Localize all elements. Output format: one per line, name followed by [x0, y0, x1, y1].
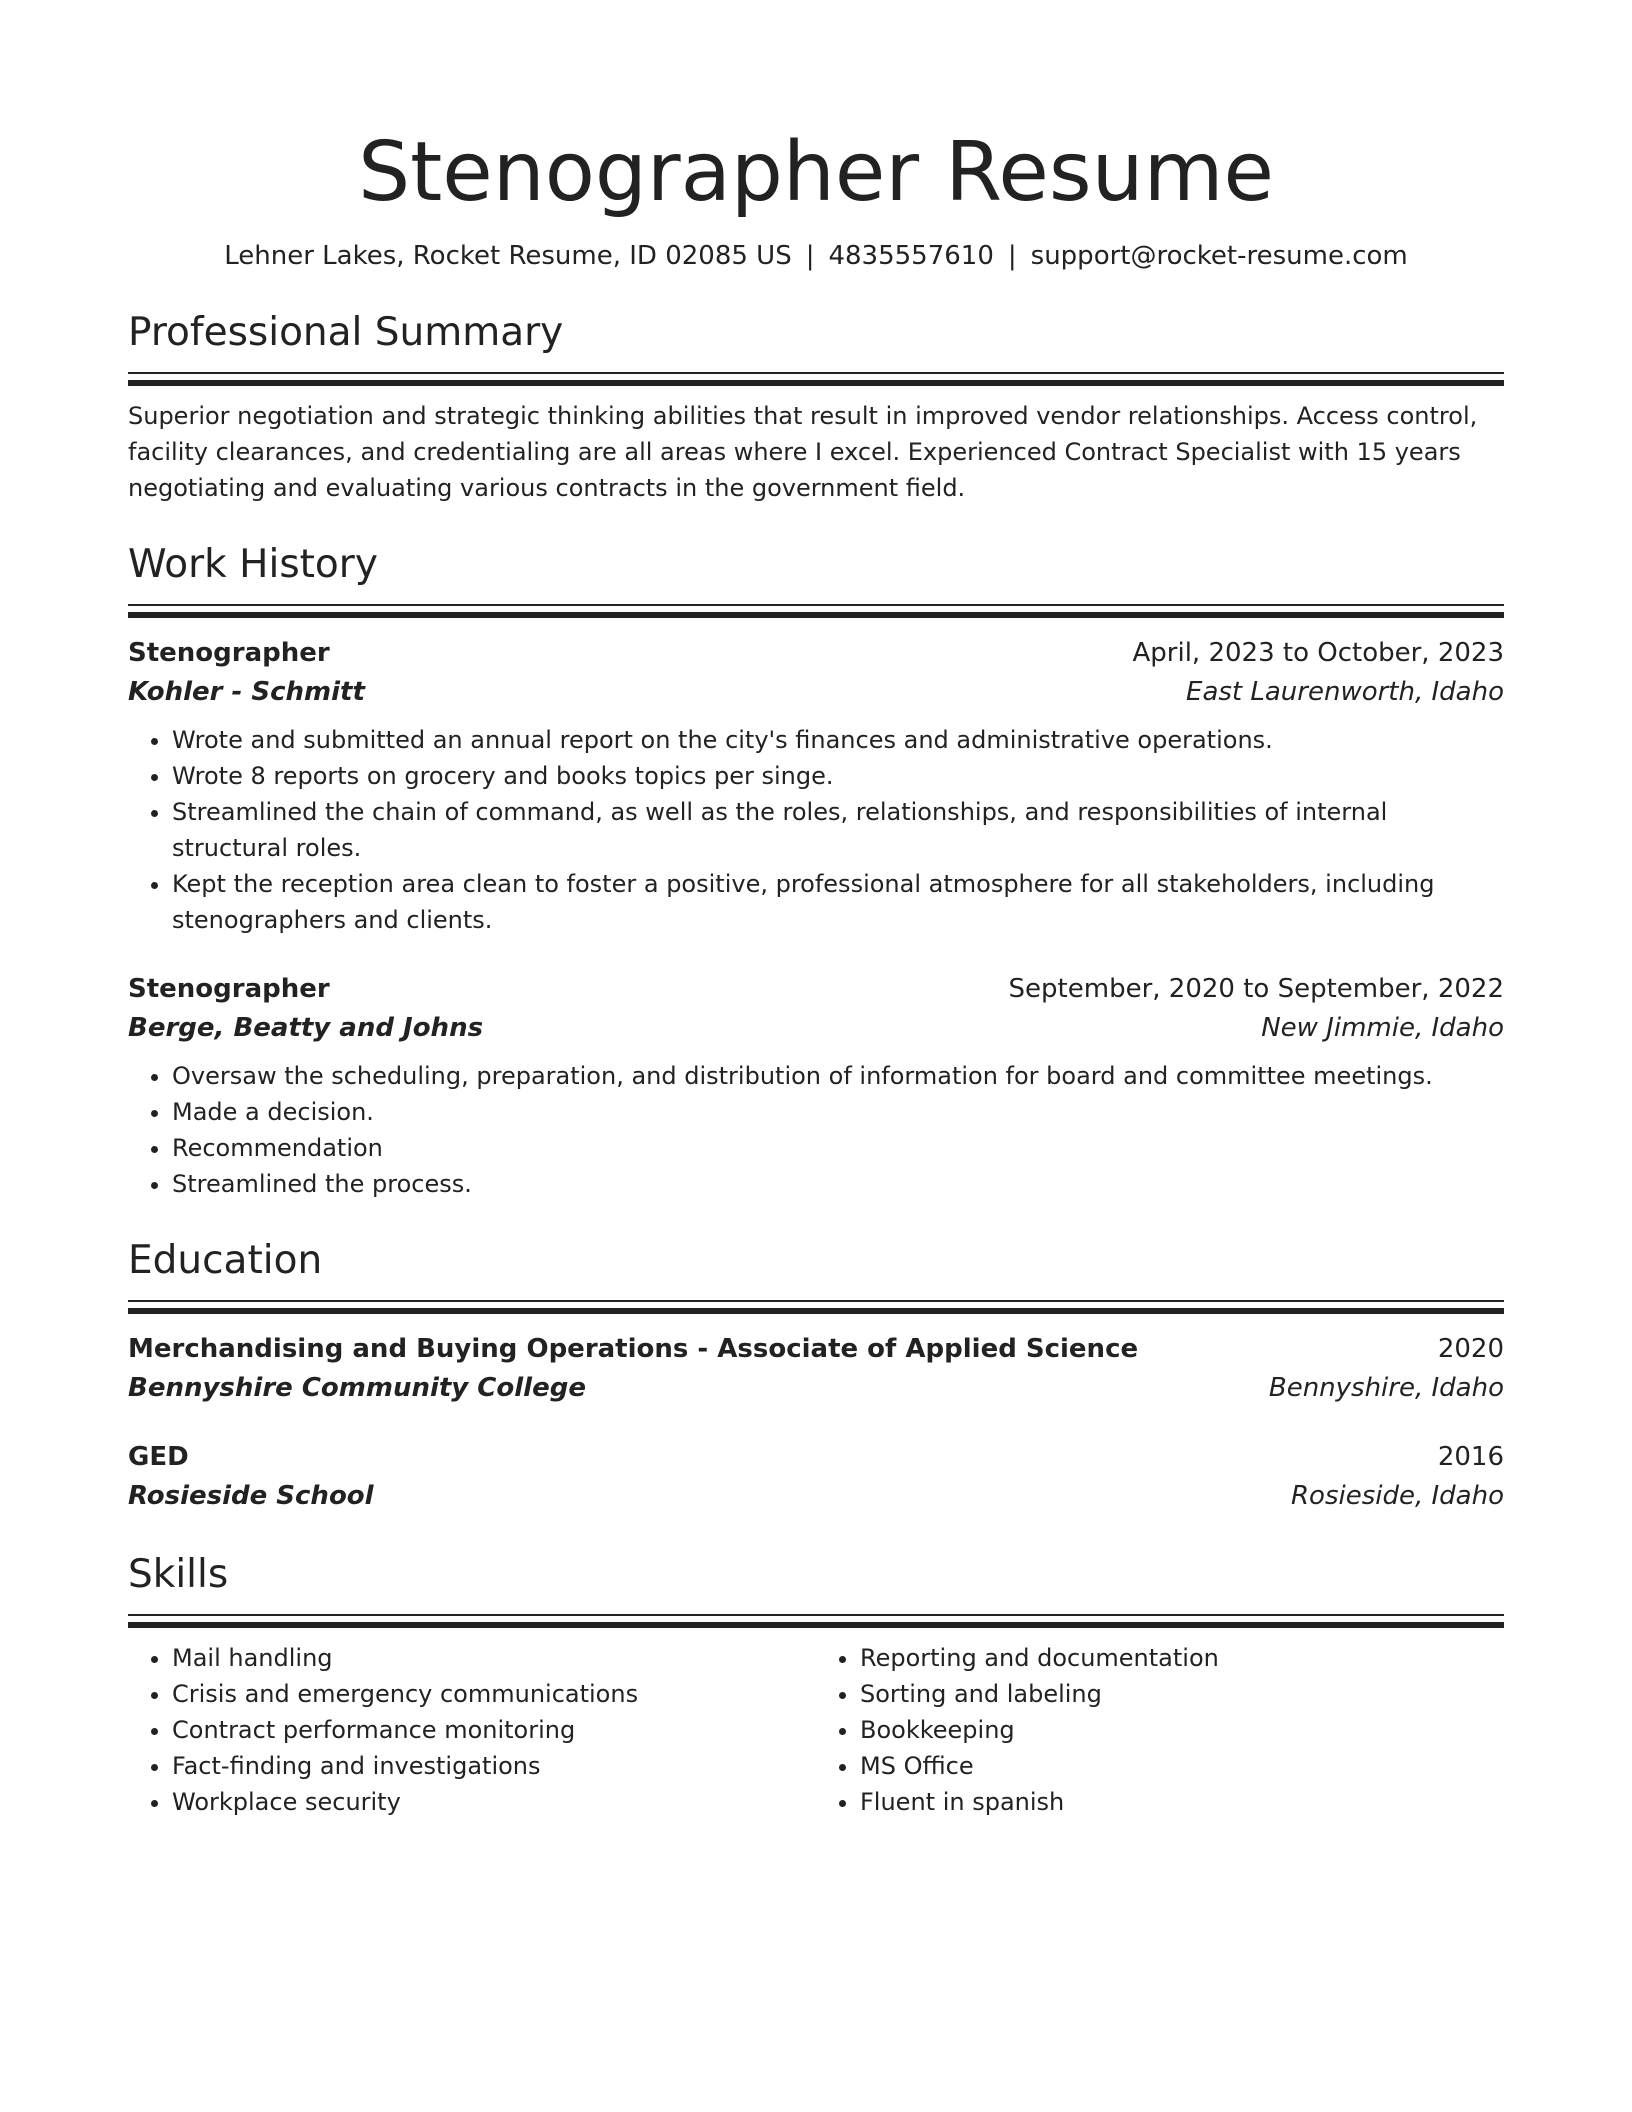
section-title-skills: Skills — [128, 1552, 229, 1597]
job-location: East Laurenworth, Idaho — [1186, 677, 1504, 707]
skill-item: • Sorting and labeling — [860, 1676, 1504, 1712]
job-bullet: • Made a decision. — [172, 1094, 1504, 1130]
skill-item: • Fact-finding and investigations — [172, 1748, 816, 1784]
job-bullet: • Recommendation — [172, 1130, 1504, 1166]
job-bullet: • Oversaw the scheduling, preparation, and distribution of information for board and committee meetings. — [172, 1058, 1504, 1094]
job-bullet-list — [128, 722, 1504, 938]
skill-item: • Reporting and documentation — [860, 1640, 1504, 1676]
job-bullet: • Streamlined the chain of command, as well as the roles, relationships, and responsibilities of internal structural roles. — [172, 794, 1504, 866]
education-school-row — [128, 1476, 1504, 1516]
education-location: Rosieside, Idaho — [1290, 1481, 1504, 1511]
resume-title: Stenographer Resume — [358, 125, 1274, 220]
skill-item: • Fluent in spanish — [860, 1784, 1504, 1820]
education-entry — [128, 1438, 1504, 1516]
contact-address: Lehner Lakes, Rocket Resume, ID 02085 US — [224, 241, 792, 271]
section-title-work-history: Work History — [128, 542, 378, 587]
job-bullet: • Streamlined the process. — [172, 1166, 1504, 1202]
skill-item: • Bookkeeping — [860, 1712, 1504, 1748]
job-entry — [128, 634, 1504, 938]
job-bullet: • Kept the reception area clean to foster a positive, professional atmosphere for all stakeholders, including stenographers and clients. — [172, 866, 1504, 938]
job-role: Stenographer — [128, 638, 330, 668]
skills-section — [128, 1550, 1504, 1820]
education-degree: GED — [128, 1442, 189, 1472]
education-header-row — [128, 1438, 1504, 1476]
skill-item: • Crisis and emergency communications — [172, 1676, 816, 1712]
contact-separator: | — [1007, 241, 1017, 271]
job-entry — [128, 970, 1504, 1202]
contact-line — [128, 238, 1504, 274]
work-history-section — [128, 540, 1504, 1202]
skills-list-left — [128, 1640, 816, 1820]
contact-separator: | — [805, 241, 815, 271]
contact-phone: 4835557610 — [828, 241, 994, 271]
job-bullet-list — [128, 1058, 1504, 1202]
summary-section — [128, 308, 1504, 506]
education-year: 2020 — [1437, 1334, 1504, 1364]
job-header-row — [128, 634, 1504, 672]
job-company: Berge, Beatty and Johns — [128, 1013, 484, 1043]
education-header-row — [128, 1330, 1504, 1368]
job-dates: April, 2023 to October, 2023 — [1132, 638, 1504, 668]
section-title-summary: Professional Summary — [128, 310, 564, 355]
job-location: New Jimmie, Idaho — [1261, 1013, 1504, 1043]
job-bullet: • Wrote 8 reports on grocery and books topics per singe. — [172, 758, 1504, 794]
education-entry — [128, 1330, 1504, 1408]
job-role: Stenographer — [128, 974, 330, 1004]
summary-text: Superior negotiation and strategic thinking abilities that result in improved vendor relationships. Access control, facility clearances, and credentialing are all areas where I excel. Experienced Contract Specialist with 15 years negotiating and evaluating various contracts in the government field. — [128, 402, 1478, 502]
skills-columns — [128, 1640, 1504, 1820]
skill-item: • Workplace security — [172, 1784, 816, 1820]
education-school: Rosieside School — [128, 1481, 374, 1511]
education-school-row — [128, 1368, 1504, 1408]
section-divider — [128, 372, 1504, 386]
job-dates: September, 2020 to September, 2022 — [1008, 974, 1504, 1004]
skill-item: • MS Office — [860, 1748, 1504, 1784]
job-header-row — [128, 970, 1504, 1008]
section-divider — [128, 1614, 1504, 1628]
skill-item: • Contract performance monitoring — [172, 1712, 816, 1748]
job-company: Kohler - Schmitt — [128, 677, 365, 707]
section-divider — [128, 604, 1504, 618]
job-company-row — [128, 1008, 1504, 1048]
education-section — [128, 1236, 1504, 1516]
job-bullet: • Wrote and submitted an annual report on the city's finances and administrative operations. — [172, 722, 1504, 758]
contact-email: support@rocket-resume.com — [1030, 241, 1408, 271]
job-company-row — [128, 672, 1504, 712]
section-divider — [128, 1300, 1504, 1314]
education-location: Bennyshire, Idaho — [1268, 1373, 1504, 1403]
education-year: 2016 — [1437, 1442, 1504, 1472]
education-school: Bennyshire Community College — [128, 1373, 586, 1403]
section-title-education: Education — [128, 1238, 323, 1283]
education-degree: Merchandising and Buying Operations - Associate of Applied Science — [128, 1334, 1139, 1364]
skills-list-right — [816, 1640, 1504, 1820]
skill-item: • Mail handling — [172, 1640, 816, 1676]
